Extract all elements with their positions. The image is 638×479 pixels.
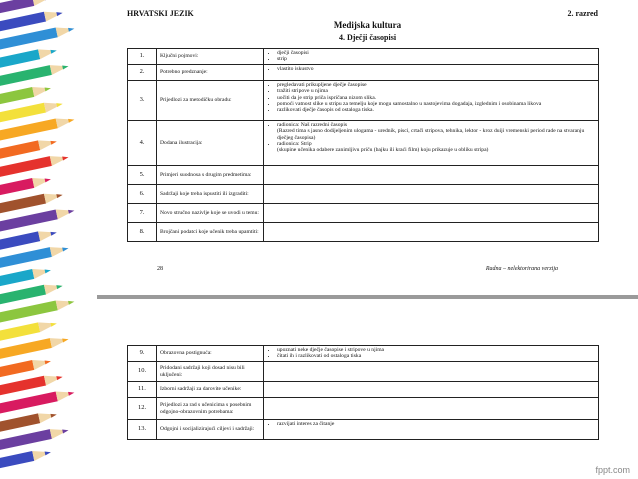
pencils-illustration bbox=[0, 0, 86, 479]
row-label: Izborni sadržaji za darovite učenike: bbox=[157, 382, 264, 398]
row-label: Novo stručno nazivlje koje se uvodi u temu: bbox=[157, 203, 264, 222]
row-number: 9. bbox=[128, 346, 157, 362]
document-subtitle: 4. Dječji časopisi bbox=[338, 33, 397, 42]
row-number: 1. bbox=[128, 49, 157, 65]
row-content bbox=[264, 362, 599, 382]
row-label: Pridodani sadržaji koji dosad nisu bili uključeni: bbox=[157, 362, 264, 382]
content-list bbox=[267, 421, 595, 427]
row-number: 3. bbox=[128, 80, 157, 120]
list-item: • uočiti da je strip priča ispričana nizom slika. bbox=[277, 95, 595, 101]
content-list bbox=[267, 50, 595, 63]
list-item: • pregledavati prikupljene dječje časopise bbox=[277, 82, 595, 88]
row-label: Sadržaji koje treba ispustiti ili izgraditi: bbox=[157, 184, 264, 203]
curriculum-table-bottom bbox=[127, 345, 599, 440]
row-label: Primjeri suodnosa s drugim predmetima: bbox=[157, 165, 264, 184]
list-item: • tražiti stripove u njima bbox=[277, 88, 595, 94]
table-row bbox=[128, 203, 599, 222]
list-item: • strip bbox=[277, 56, 595, 62]
table-row bbox=[128, 165, 599, 184]
row-content bbox=[264, 203, 599, 222]
table-row bbox=[128, 346, 599, 362]
list-item: (Razred tima s jasno dodijeljenim ulogama - urednik, pisci, crtači stripova, tehnika, lektor - kroz duiji vremenski period rade na stvaranju dječjeg časopisa) bbox=[277, 128, 585, 141]
row-number: 2. bbox=[128, 64, 157, 80]
table-row bbox=[128, 382, 599, 398]
list-item: • radionica: Naš razredni časopis bbox=[277, 122, 595, 128]
row-content bbox=[264, 184, 599, 203]
row-content bbox=[264, 49, 599, 65]
table-row bbox=[128, 64, 599, 80]
table-row bbox=[128, 398, 599, 420]
row-content bbox=[264, 120, 599, 165]
table-row bbox=[128, 120, 599, 165]
row-label: Brojčani podatci koje učenik treba upamtiti: bbox=[157, 222, 264, 241]
document-page-bottom bbox=[97, 299, 638, 479]
brand-watermark: fppt.com bbox=[595, 465, 630, 475]
grade-label: 2. razred bbox=[567, 9, 598, 18]
table-row bbox=[128, 362, 599, 382]
subject-label: HRVATSKI JEZIK bbox=[127, 9, 194, 18]
colored-pencils-decoration bbox=[0, 0, 86, 479]
row-label: Prijedlozi za metodičku obradu: bbox=[157, 80, 264, 120]
row-label: Odgojni i socijalizirajući ciljevi i sadržaji: bbox=[157, 420, 264, 440]
table-row bbox=[128, 80, 599, 120]
row-content bbox=[264, 382, 599, 398]
pencil bbox=[0, 265, 52, 288]
table-row bbox=[128, 420, 599, 440]
table-row bbox=[128, 49, 599, 65]
page-number: 28 bbox=[157, 266, 163, 272]
list-item: • dječji časopisi bbox=[277, 50, 595, 56]
row-number: 4. bbox=[128, 120, 157, 165]
content-list bbox=[267, 347, 595, 360]
row-label: Potrebno predznanje: bbox=[157, 64, 264, 80]
table-row bbox=[128, 184, 599, 203]
row-number: 6. bbox=[128, 184, 157, 203]
row-number: 13. bbox=[128, 420, 157, 440]
row-content bbox=[264, 420, 599, 440]
list-item: • razlikovati dječje časopis od ostaloga tiska. bbox=[277, 107, 595, 113]
table-row bbox=[128, 222, 599, 241]
row-label: Dodana ilustracija: bbox=[157, 120, 264, 165]
row-number: 10. bbox=[128, 362, 157, 382]
row-content bbox=[264, 165, 599, 184]
content-list bbox=[267, 66, 595, 72]
row-number: 5. bbox=[128, 165, 157, 184]
document-page-top bbox=[97, 0, 638, 296]
pencil bbox=[0, 174, 52, 197]
list-item: • čitati ih i razlikovati od ostaloga tiska bbox=[277, 353, 595, 359]
document-title: Medijska kultura bbox=[333, 20, 402, 30]
row-number: 12. bbox=[128, 398, 157, 420]
pencil bbox=[0, 83, 52, 106]
row-label: Ključni pojmovi: bbox=[157, 49, 264, 65]
row-content bbox=[264, 80, 599, 120]
list-item: • radionica: Strip bbox=[277, 141, 595, 147]
row-number: 7. bbox=[128, 203, 157, 222]
edition-note: Radna – nelektorirana verzija bbox=[485, 266, 558, 272]
list-item: • razvijati interes za čitanje bbox=[277, 421, 595, 427]
list-item: (skupine učenika odabere zanimljivu priču (bajku ili kraći film) koju prikazuje u obliku stripa) bbox=[277, 147, 489, 154]
row-content bbox=[264, 64, 599, 80]
list-item: • vlastito iskustvo bbox=[277, 66, 595, 72]
content-list bbox=[267, 82, 595, 114]
row-content bbox=[264, 398, 599, 420]
list-item: • upoznati neke dječje časopise i stripove u njima bbox=[277, 347, 595, 353]
row-content bbox=[264, 346, 599, 362]
row-content bbox=[264, 222, 599, 241]
content-list bbox=[267, 122, 595, 154]
row-number: 11. bbox=[128, 382, 157, 398]
row-label: Obrazovna postignuća: bbox=[157, 346, 264, 362]
row-label: Prijedlozi za rad s učenicima s posebnim odgojno-obrazovnim potrebama: bbox=[157, 398, 264, 420]
pencil bbox=[0, 356, 52, 379]
list-item: • pomoći vatnost slike u stripu za temelju koje mogu samostalno u nastojevima dogadaja, izglednim i osobinama likova bbox=[277, 101, 595, 107]
row-number: 8. bbox=[128, 222, 157, 241]
curriculum-table-top bbox=[127, 48, 599, 242]
pencil bbox=[0, 447, 52, 470]
